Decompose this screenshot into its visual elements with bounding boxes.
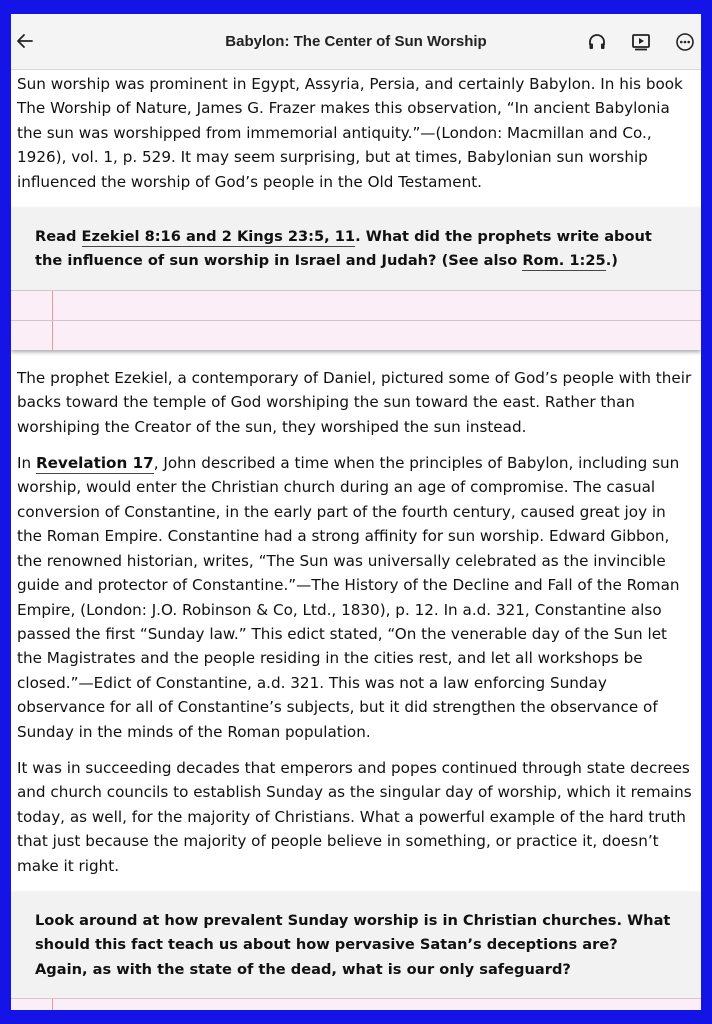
page-title: Babylon: The Center of Sun Worship [225, 33, 487, 50]
answer-line[interactable] [11, 320, 701, 350]
answer-line[interactable] [11, 290, 701, 320]
paragraph-4: It was in succeeding decades that emperors and popes continued through state decrees and church councils to establish Sunday as the singular day of worship, which it remains today, as well, for the majority of Christians. What a powerful example of the hard truth that just because the majority of people believe in something, or practice it, doesn’t make it right. [17, 758, 692, 875]
more-dots-icon[interactable] [675, 32, 695, 52]
answer-area-2[interactable] [11, 998, 701, 1010]
question-1-text: Read Ezekiel 8:16 and 2 Kings 23:5, 11. What did the prophets write about the influence of sun worship in Israel and Judah? (See also Rom. 1:25.) [35, 228, 652, 270]
question-box-1 [11, 208, 701, 350]
bible-link-revelation[interactable]: Revelation 17 [35, 454, 154, 473]
play-screen-icon[interactable] [631, 32, 651, 52]
bible-link-romans[interactable]: Rom. 1:25 [522, 252, 606, 270]
question-2-text: Look around at how prevalent Sunday worship is in Christian churches. What should this fact teach us about how pervasive Satan’s deceptions are? Again, as with the state of the dead, what is our only safeguard? [35, 911, 671, 978]
paragraph-2: The prophet Ezekiel, a contemporary of Daniel, pictured some of God’s people with their backs toward the temple of God worshiping the sun toward the east. Rather than worshiping the Creator of the sun, they worshiped the sun instead. [17, 368, 692, 436]
headphones-icon[interactable] [587, 32, 607, 52]
paragraph-3: In Revelation 17, John described a time when the principles of Babylon, including sun worship, would enter the Christian church during an age of compromise. The casual conversion of Constantine, in the early part of the fourth century, caused great joy in the Roman Empire. Constantine had a strong affinity for sun worship. Edward Gibbon, the renowned historian, writes, “The Sun was universally celebrated as the invincible guide and protector of Constantine.”—The History of the Decline and Fall of the Roman Empire, (London: J.O. Robinson & Co, Ltd., 1830), p. 12. In a.d. 321, Constantine also passed the first “Sunday law.” This edict stated, “On the venerable day of the Sun let the Magistrates and the people residing in the cities rest, and let all workshops be closed.”—Edict of Constantine, a.d. 321. This was not a law enforcing Sunday observance for all of Constantine’s subjects, but it did strengthen the observance of Sunday in the minds of the Roman population. [17, 454, 680, 741]
answer-area-1[interactable] [11, 290, 701, 350]
top-bar [11, 14, 701, 70]
answer-line[interactable] [11, 998, 701, 1010]
bible-link-ezekiel-kings[interactable]: Ezekiel 8:16 and 2 Kings 23:5, 11 [81, 228, 356, 246]
question-box-2 [11, 892, 701, 1010]
app-window [11, 14, 701, 1010]
lesson-content [11, 70, 701, 1010]
paragraph-1: Sun worship was prominent in Egypt, Assyria, Persia, and certainly Babylon. In his book The Worship of Nature, James G. Frazer makes this observation, “In ancient Babylonia the sun was worshipped from immemorial antiquity.”—(London: Macmillan and Co., 1926), vol. 1, p. 529. It may seem surprising, but at times, Babylonian sun worship influenced the worship of God’s people in the Old Testament. [17, 75, 683, 191]
